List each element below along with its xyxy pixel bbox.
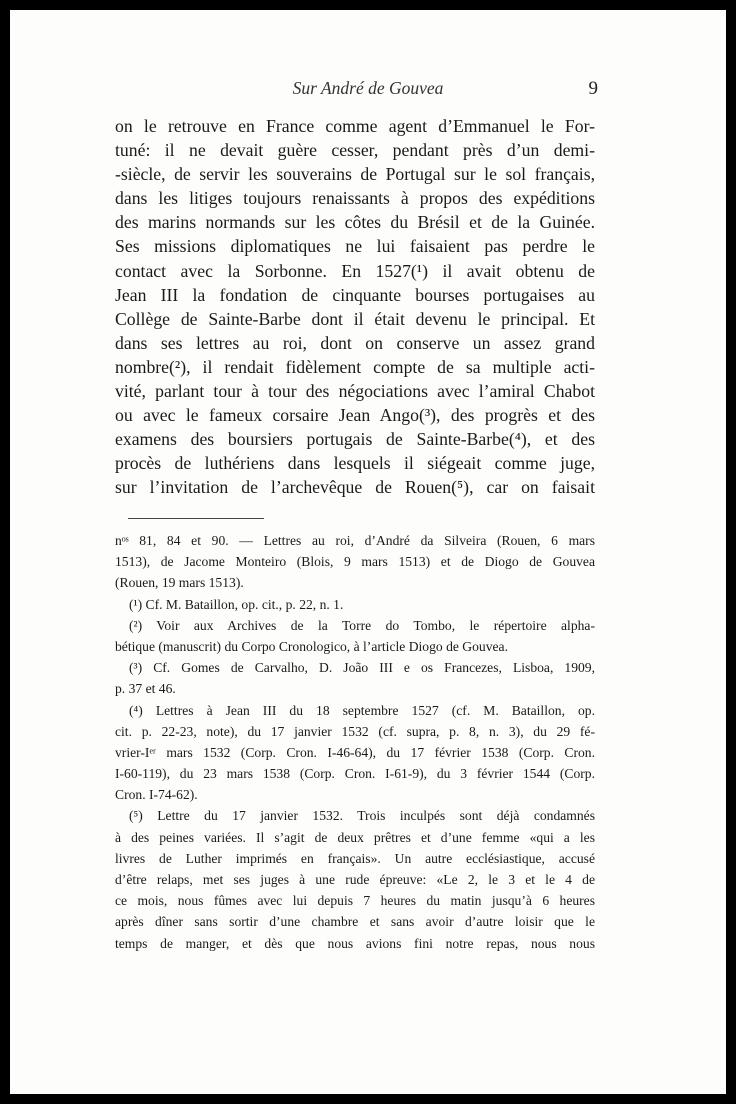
main-text xyxy=(115,114,595,500)
text-line: examens des boursiers portugais de Sainte-Barbe(⁴), et des xyxy=(115,429,595,450)
text-line: des marins normands sur les côtes du Brésil et de la Guinée. xyxy=(115,212,595,233)
footnote-line: Cron. I-74-62). xyxy=(115,787,198,803)
footnote-line: d’être relaps, met ses juges à une rude épreuve: «Le 2, le 3 et le 4 de xyxy=(115,872,595,887)
footnote-line: (²) Voir aux Archives de la Torre do Tombo, le répertoire alpha- xyxy=(129,617,595,633)
footnote-line: I-60-119), du 23 mars 1538 (Corp. Cron. I-61-9), du 3 février 1544 (Corp. xyxy=(115,766,595,782)
footnote-line: (Rouen, 19 mars 1513). xyxy=(115,575,244,591)
text-line: vité, parlant tour à tour des négociations avec l’amiral Chabot xyxy=(115,381,595,402)
footnote-line: vrier-Iᵉʳ mars 1532 (Corp. Cron. I-46-64), du 17 février 1538 (Corp. Cron. xyxy=(115,744,595,760)
running-title: Sur André de Gouvea xyxy=(292,78,444,98)
text-line: nombre(²), il rendait fidèlement compte de sa multiple acti- xyxy=(115,356,595,377)
footnote-line: (⁴) Lettres à Jean III du 18 septembre 1527 (cf. M. Bataillon, op. xyxy=(129,702,595,718)
text-line: Collège de Sainte-Barbe dont il était devenu le principal. Et xyxy=(115,308,595,329)
text-line: Jean III la fondation de cinquante bourses portugaises au xyxy=(115,284,595,305)
text-line: Ses missions diplomatiques ne lui faisaient pas perdre le xyxy=(115,236,595,257)
text-line: ou avec le fameux corsaire Jean Ango(³), des progrès et des xyxy=(115,405,595,426)
text-line: dans ses lettres au roi, dont on conserve un assez grand xyxy=(115,332,595,353)
footnote-line: livres de Luther imprimés en français». Un autre ecclésiastique, accusé xyxy=(115,850,595,866)
text-line: sur l’invitation de l’archevêque de Rouen(⁵), car on faisait xyxy=(115,477,595,498)
text-line: procès de luthériens dans lesquels il siégeait comme juge, xyxy=(115,453,595,474)
footnotes xyxy=(115,530,595,954)
footnote-line: temps de manger, et dès que nous avions fini notre repas, nous nous xyxy=(115,935,595,951)
text-line: dans les litiges toujours renaissants à propos des expéditions xyxy=(115,188,595,209)
footnote-line: 1513), de Jacome Monteiro (Blois, 9 mars 1513) et de Diogo de Gouvea xyxy=(115,554,595,570)
book-page xyxy=(10,10,726,1094)
text-line: tuné: il ne devait guère cesser, pendant près d’un demi- xyxy=(115,140,595,161)
footnote-line: (³) Cf. Gomes de Carvalho, D. João III e os Francezes, Lisboa, 1909, xyxy=(129,660,595,676)
footnote-line: à des peines variées. Il s’agit de deux prêtres et d’une femme «qui a les xyxy=(115,829,595,845)
footnote-line: (¹) Cf. M. Bataillon, op. cit., p. 22, n. 1. xyxy=(129,596,344,612)
text-line: contact avec la Sorbonne. En 1527(¹) il avait obtenu de xyxy=(115,260,595,281)
text-line: -siècle, de servir les souverains de Portugal sur le sol français, xyxy=(115,164,595,185)
footnote-line: p. 37 et 46. xyxy=(115,681,176,697)
page-number: 9 xyxy=(588,78,598,99)
footnote-line: (⁵) Lettre du 17 janvier 1532. Trois inculpés sont déjà condamnés xyxy=(129,808,595,824)
footnote-line: nᵒˢ 81, 84 et 90. — Lettres au roi, d’André da Silveira (Rouen, 6 mars xyxy=(115,533,595,548)
footnote-line: bétique (manuscrit) du Corpo Cronologico, à l’article Diogo de Gouvea. xyxy=(115,638,508,654)
footnote-line: après dîner sans sortir d’une chambre et sans avoir d’autre loisir que le xyxy=(115,914,595,930)
text-line: on le retrouve en France comme agent d’Emmanuel le For- xyxy=(115,116,595,136)
footnote-rule xyxy=(128,518,264,519)
footnote-line: cit. p. 22-23, note), du 17 janvier 1532 (cf. supra, p. 8, n. 3), du 29 fé- xyxy=(115,723,595,739)
footnote-line: ce mois, nous fûmes avec lui depuis 7 heures du matin jusqu’à 6 heures xyxy=(115,893,595,909)
page-header xyxy=(10,78,726,104)
